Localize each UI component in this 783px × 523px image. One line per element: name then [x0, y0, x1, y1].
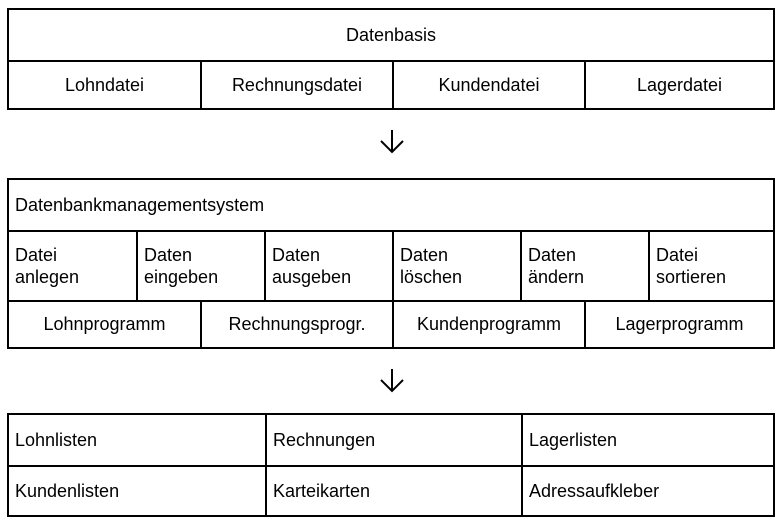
- dbms-operations-row: [9, 230, 773, 300]
- output-karteikarten: Karteikarten: [265, 467, 521, 515]
- datenbasis-title-row: [9, 10, 773, 60]
- operation-datei-anlegen: [9, 232, 136, 300]
- operation-line1: Datei: [15, 245, 58, 265]
- file-rechnungsdatei: Rechnungsdatei: [200, 62, 392, 108]
- dbms-title-row: [9, 180, 773, 230]
- dbms-title: Datenbankmanagementsystem: [15, 194, 265, 215]
- operation-line2: löschen: [400, 267, 463, 287]
- dbms-box: [7, 178, 775, 349]
- arrow-down-icon: [377, 366, 407, 396]
- operation-datei-sortieren: [648, 232, 773, 300]
- operation-line1: Daten: [272, 245, 321, 265]
- operation-line2: ändern: [528, 267, 585, 287]
- output-lagerlisten: Lagerlisten: [521, 415, 773, 465]
- operation-line2: sortieren: [656, 267, 727, 287]
- output-adressaufkleber: Adressaufkleber: [521, 467, 773, 515]
- program-lohnprogramm: Lohnprogramm: [43, 314, 166, 334]
- file-lagerdatei: Lagerdatei: [584, 62, 773, 108]
- datenbasis-title: Datenbasis: [345, 24, 437, 45]
- operation-line2: ausgeben: [272, 267, 352, 287]
- output-lohnlisten: Lohnlisten: [15, 429, 98, 450]
- program-rechnungsprogr: Rechnungsprogr.: [200, 302, 392, 347]
- output-rechnungen: Rechnungen: [265, 415, 521, 465]
- outputs-row-2: [9, 465, 773, 515]
- datenbasis-files-row: [9, 60, 773, 108]
- datenbasis-box: [7, 8, 775, 110]
- file-kundendatei: Kundendatei: [392, 62, 584, 108]
- file-lohndatei: Lohndatei: [64, 74, 145, 95]
- operation-line1: Daten: [144, 245, 193, 265]
- operation-daten-loeschen: [392, 232, 520, 300]
- operation-line2: anlegen: [15, 267, 80, 287]
- output-kundenlisten: Kundenlisten: [15, 480, 120, 501]
- operation-line1: Datei: [656, 245, 699, 265]
- program-kundenprogramm: Kundenprogramm: [392, 302, 584, 347]
- dbms-programs-row: [9, 300, 773, 347]
- operation-daten-aendern: [520, 232, 648, 300]
- operation-daten-ausgeben: [264, 232, 392, 300]
- operation-daten-eingeben: [136, 232, 264, 300]
- operation-line1: Daten: [528, 245, 577, 265]
- operation-line2: eingeben: [144, 267, 219, 287]
- operation-line1: Daten: [400, 245, 449, 265]
- arrow-down-icon: [377, 127, 407, 157]
- outputs-box: [7, 413, 775, 517]
- program-lagerprogramm: Lagerprogramm: [584, 302, 773, 347]
- outputs-row-1: [9, 415, 773, 465]
